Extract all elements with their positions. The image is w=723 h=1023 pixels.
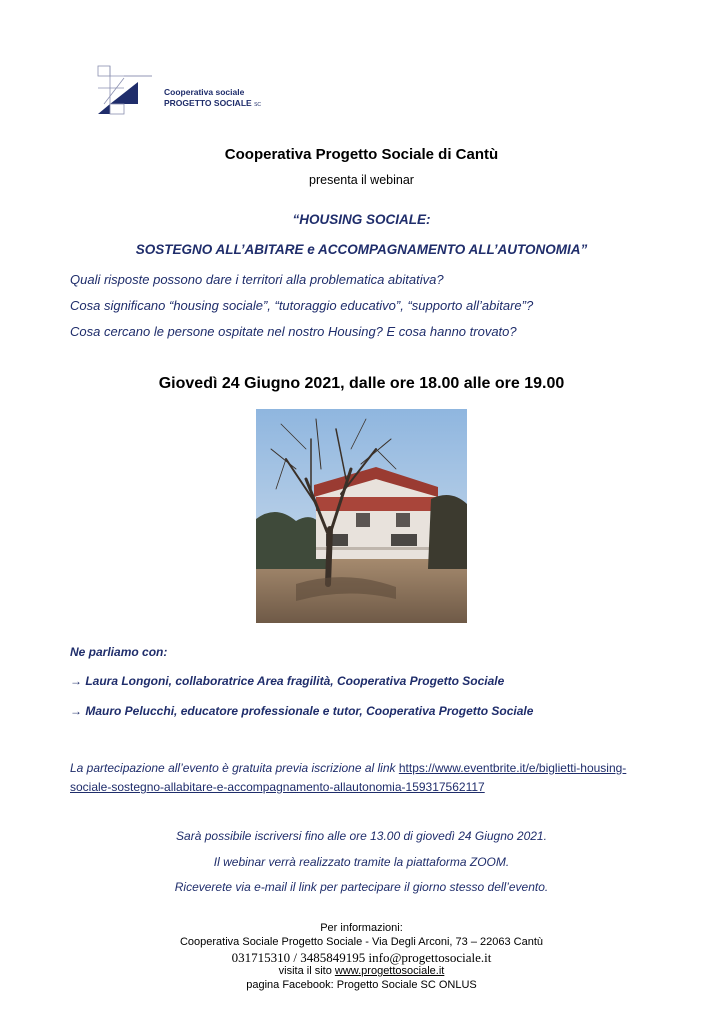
note-zoom-platform: Il webinar verrà realizzato tramite la piattaforma ZOOM.: [213, 855, 510, 869]
webinar-title-line1: “HOUSING SOCIALE:: [292, 212, 431, 227]
question-1: Quali risposte possono dare i territori alla problematica abitativa?: [70, 272, 444, 287]
logo-suffix: SC: [254, 102, 262, 108]
note-registration-deadline: Sarà possibile iscriversi fino alle ore 13.00 di giovedì 24 Giugno 2021.: [176, 829, 547, 843]
logo-line2: PROGETTO SOCIALE: [164, 98, 252, 108]
logo-line1: Cooperativa sociale: [164, 87, 245, 97]
housing-building-photo: [256, 409, 467, 623]
info-site-prefix: visita il sito: [278, 965, 335, 977]
logo-text: [164, 87, 261, 111]
org-title: Cooperativa Progetto Sociale di Cantù: [224, 146, 499, 163]
website-link[interactable]: www.progettosociale.it: [334, 965, 445, 977]
note-email-link: Riceverete via e-mail il link per partecipare il giorno stesso dell’evento.: [174, 880, 549, 894]
participation-paragraph: [70, 759, 650, 797]
question-2: Cosa significano “housing sociale”, “tutoraggio educativo”, “supporto all’abitare”?: [70, 298, 534, 313]
info-contacts: 031715310 / 3485849195 info@progettosociale.it: [231, 950, 492, 965]
speaker-2: → Mauro Pelucchi, educatore professionale e tutor, Cooperativa Progetto Sociale: [70, 704, 534, 718]
question-3: Cosa cercano le persone ospitate nel nostro Housing? E cosa hanno trovato?: [70, 324, 517, 339]
info-facebook: pagina Facebook: Progetto Sociale SC ONLUS: [246, 979, 477, 991]
info-site-line: [0, 965, 723, 977]
speaker-1: → Laura Longoni, collaboratrice Area fragilità, Cooperativa Progetto Sociale: [70, 674, 505, 688]
info-address: Cooperativa Sociale Progetto Sociale - Via Degli Arconi, 73 – 22063 Cantù: [179, 936, 544, 948]
logo-mark-icon: [94, 64, 154, 116]
info-label: Per informazioni:: [320, 922, 403, 934]
presenta-text: presenta il webinar: [309, 173, 414, 187]
eventbrite-link[interactable]: https://www.eventbrite.it/e/biglietti-housing-sociale-sostegno-allabitare-e-accompagnamento-allautonomia-159317562117: [70, 761, 627, 794]
event-date: Giovedì 24 Giugno 2021, dalle ore 18.00 alle ore 19.00: [158, 375, 565, 392]
webinar-title-line2: SOSTEGNO ALL’ABITARE e ACCOMPAGNAMENTO ALL’AUTONOMIA”: [135, 242, 588, 257]
speakers-intro: Ne parliamo con:: [70, 645, 168, 659]
participation-text: La partecipazione all’evento è gratuita previa iscrizione al link: [70, 761, 399, 775]
